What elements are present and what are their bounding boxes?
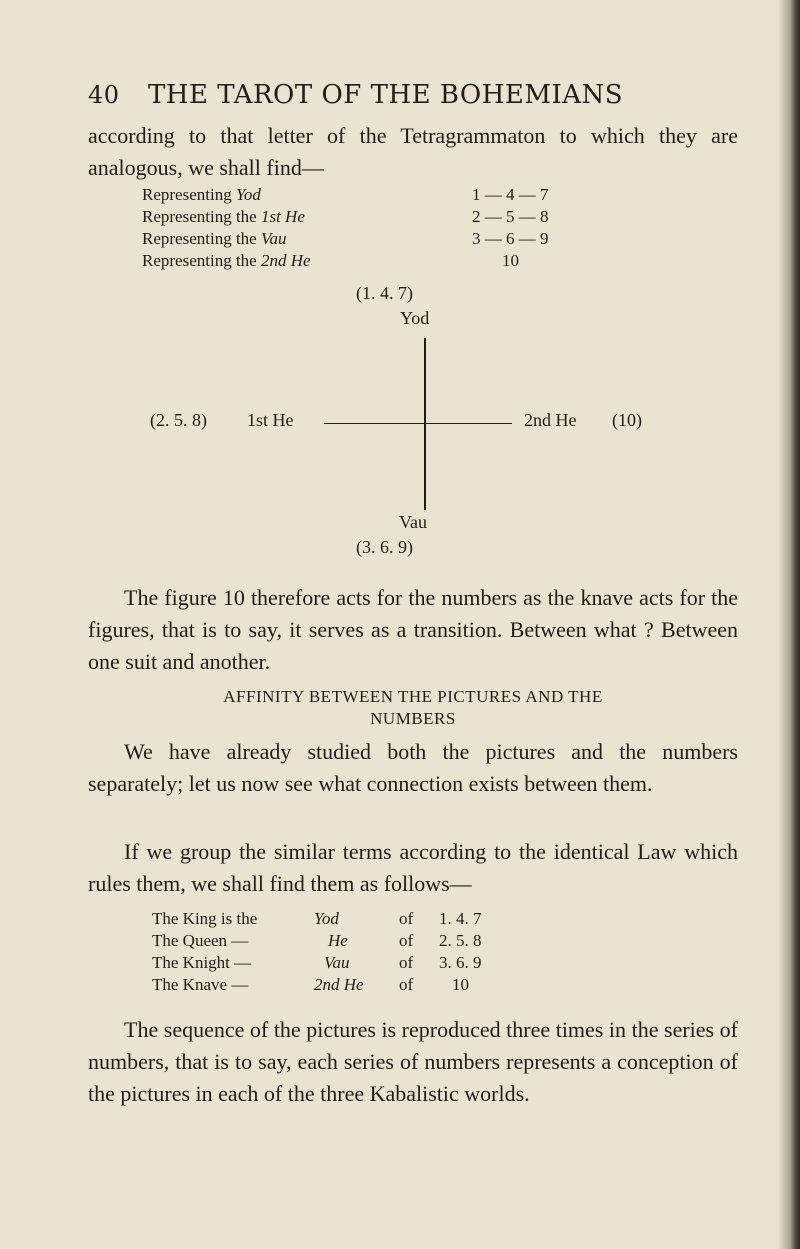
- diagram-right-label: 2nd He: [524, 410, 577, 430]
- diagram-bottom-numbers: (3. 6. 9): [356, 537, 413, 557]
- card-name: The Queen —: [152, 931, 249, 950]
- diagram-right-numbers: (10): [612, 410, 642, 430]
- table-row: [152, 974, 632, 996]
- row-label: Representing: [142, 185, 236, 204]
- card-numbers: 1. 4. 7: [439, 909, 482, 928]
- row-label: Representing the: [142, 229, 261, 248]
- running-header: [88, 80, 708, 110]
- card-name: The King is the: [152, 909, 258, 928]
- table-row: [152, 952, 632, 974]
- diagram-left-label: 1st He: [247, 410, 294, 430]
- table-row: [152, 930, 632, 952]
- paragraph-sequence: The sequence of the pictures is reproduced three times in the series of numbers, that is to say, each series of numbers represents a conception of the pictures in each of the three Kabalistic worlds.: [88, 1017, 738, 1106]
- table-row: [142, 206, 622, 228]
- section-heading: [88, 686, 738, 730]
- heading-line: NUMBERS: [370, 709, 456, 728]
- card-name: The Knave —: [152, 975, 249, 994]
- card-of: of: [399, 909, 414, 928]
- row-numbers: 3 — 6 — 9: [472, 229, 549, 248]
- row-label: Representing the: [142, 251, 261, 270]
- paragraph-figure-ten: The figure 10 therefore acts for the numbers as the knave acts for the figures, that is to say, it serves as a transition. Between what ? Between one suit and another.: [88, 585, 738, 674]
- card-numbers: 3. 6. 9: [439, 953, 482, 972]
- card-numbers: 10: [452, 975, 469, 994]
- card-letter: Vau: [324, 953, 350, 972]
- diagram-horizontal-line: [324, 423, 512, 424]
- row-letter: 2nd He: [260, 251, 311, 270]
- row-numbers: 2 — 5 — 8: [472, 207, 549, 226]
- card-numbers: 2. 5. 8: [439, 931, 482, 950]
- row-label: Representing the: [142, 207, 261, 226]
- row-numbers: 10: [502, 251, 519, 270]
- diagram-bottom-label: Vau: [399, 512, 427, 532]
- row-numbers: 1 — 4 — 7: [472, 185, 549, 204]
- heading-line: AFFINITY BETWEEN THE PICTURES AND THE: [223, 687, 603, 706]
- row-letter: Yod: [235, 185, 261, 204]
- paragraph-intro: according to that letter of the Tetragrammaton to which they are analogous, we shall find—: [88, 123, 738, 180]
- paragraph-studied: We have already studied both the pictures and the numbers separately; let us now see what connection exists between them.: [88, 739, 738, 796]
- page-edge-shadow: [778, 0, 800, 1249]
- table-row: [142, 250, 622, 272]
- diagram-top-numbers: (1. 4. 7): [356, 283, 413, 303]
- card-letter: 2nd He: [314, 975, 364, 994]
- card-of: of: [399, 953, 414, 972]
- diagram-top-label: Yod: [400, 308, 430, 328]
- table-row: [142, 228, 622, 250]
- card-letter: Yod: [314, 909, 339, 928]
- diagram-left-numbers: (2. 5. 8): [150, 410, 207, 430]
- card-of: of: [399, 931, 414, 950]
- card-of: of: [399, 975, 414, 994]
- row-letter: Vau: [260, 229, 287, 248]
- diagram-vertical-line: [424, 338, 426, 510]
- table-representing: [142, 184, 622, 272]
- card-name: The Knight —: [152, 953, 252, 972]
- table-court-cards: [152, 908, 632, 996]
- row-letter: 1st He: [260, 207, 305, 226]
- paragraph-group: If we group the similar terms according to the identical Law which rules them, we shall find them as follows—: [88, 839, 738, 896]
- table-row: [142, 184, 622, 206]
- card-letter: He: [328, 931, 348, 950]
- table-row: [152, 908, 632, 930]
- page-number: 40: [88, 81, 120, 109]
- running-title: THE TAROT OF THE BOHEMIANS: [148, 80, 624, 110]
